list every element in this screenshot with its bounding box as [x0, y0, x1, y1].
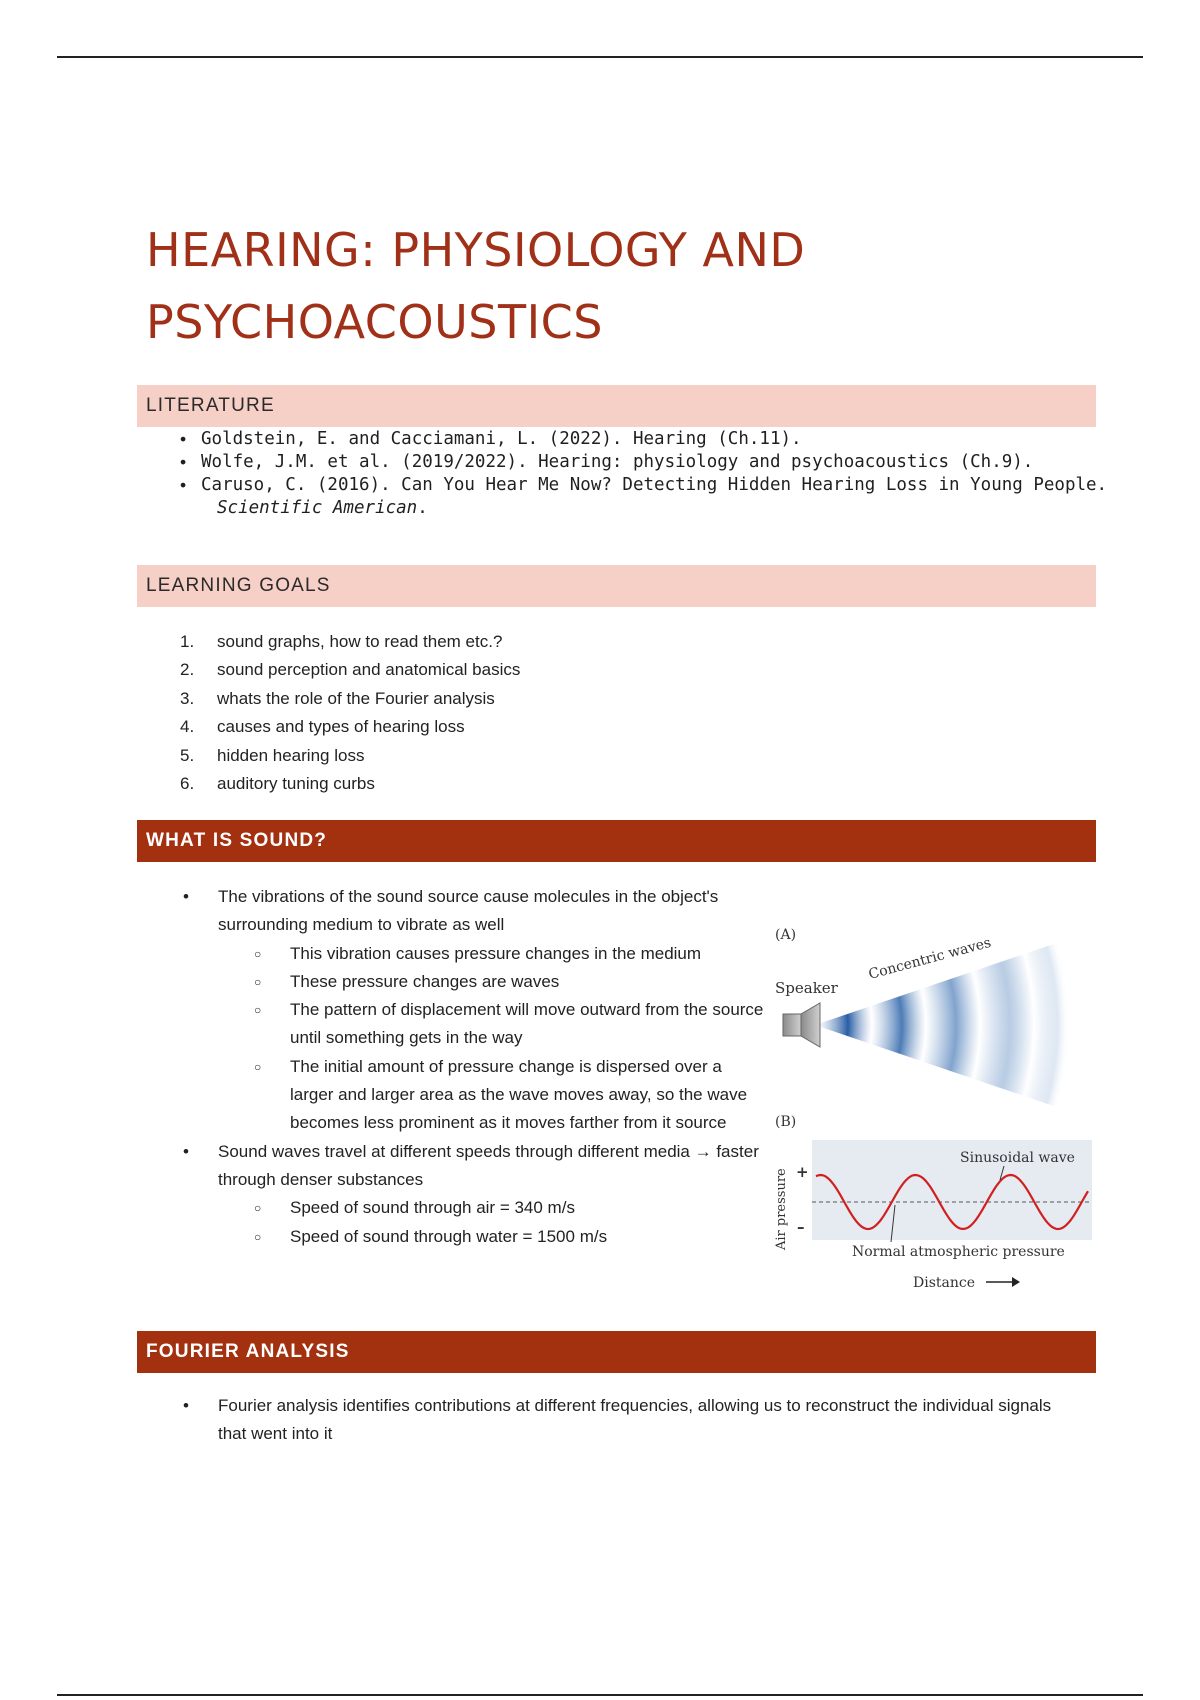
goal-item	[180, 656, 520, 684]
learning-goals-heading	[137, 565, 1096, 607]
speaker-icon	[783, 1014, 801, 1036]
goal-text: hidden hearing loss	[217, 745, 365, 765]
goal-number: 1.	[180, 632, 195, 651]
sound-sub-bullet: ○ This vibration causes pressure changes in the medium	[180, 940, 765, 968]
literature-item-text: Wolfe, J.M. et al. (2019/2022). Hearing: physiology and psychoacoustics (Ch.9).	[201, 452, 1034, 472]
literature-heading	[137, 385, 1096, 427]
goal-item	[180, 685, 520, 713]
goal-text: sound perception and anatomical basics	[217, 660, 521, 680]
speaker-cone-icon	[801, 1003, 820, 1047]
goal-text: causes and types of hearing loss	[217, 717, 465, 737]
distance-arrow-icon	[1012, 1277, 1020, 1287]
goal-item	[180, 713, 520, 741]
sound-bullet: • Sound waves travel at different speeds through different media → faster through denser substances	[180, 1138, 765, 1195]
goal-number: 5.	[180, 745, 195, 765]
sound-sub-bullet: ○ Speed of sound through water = 1500 m/s	[180, 1223, 765, 1251]
sound-wave-figure	[770, 915, 1100, 1295]
journal-name: Scientific American	[217, 498, 418, 518]
fourier-analysis-heading	[137, 1331, 1096, 1373]
goal-text: sound graphs, how to read them etc.?	[217, 632, 503, 651]
plus-sign: +	[796, 1163, 809, 1181]
bottom-rule	[57, 1694, 1143, 1696]
speaker-label: Speaker	[775, 979, 838, 997]
sinusoidal-wave-label: Sinusoidal wave	[960, 1150, 1075, 1166]
page-title-line-2: PSYCHOACOUSTICS	[146, 295, 603, 349]
literature-list	[176, 428, 1116, 520]
literature-item-text: Caruso, C. (2016). Can You Hear Me Now? Detecting Hidden Hearing Loss in Young People.	[201, 475, 1108, 495]
learning-goals-heading-label: LEARNING GOALS	[146, 575, 331, 596]
sound-sub-bullet: ○ These pressure changes are waves	[180, 968, 765, 996]
fourier-bullet: • Fourier analysis identifies contributions at different frequencies, allowing us to reconstruct the individual signals that went into it	[180, 1392, 1060, 1449]
what-is-sound-heading-label: WHAT IS SOUND?	[146, 830, 328, 851]
literature-item-text: Goldstein, E. and Cacciamani, L. (2022). Hearing (Ch.11).	[201, 429, 802, 449]
literature-item	[176, 428, 1116, 451]
goal-number: 4.	[180, 717, 195, 737]
goal-text: whats the role of the Fourier analysis	[217, 688, 495, 708]
distance-label: Distance	[913, 1275, 976, 1291]
goal-number: 6.	[180, 774, 195, 794]
learning-goals-list	[180, 628, 520, 798]
sound-notes	[180, 883, 765, 1251]
sound-bullet: • The vibrations of the sound source cause molecules in the object's surrounding medium to vibrate as well	[180, 883, 765, 940]
fourier-analysis-heading-label: FOURIER ANALYSIS	[146, 1341, 350, 1362]
sound-sub-bullet: ○ The pattern of displacement will move outward from the source until something gets in the way	[180, 996, 765, 1053]
page-title-line-1: HEARING: PHYSIOLOGY AND	[146, 223, 806, 277]
literature-journal	[201, 497, 1116, 520]
goal-number: 2.	[180, 660, 195, 680]
minus-sign: –	[797, 1218, 805, 1236]
fourier-notes	[180, 1392, 1060, 1449]
journal-suffix: .	[417, 498, 428, 518]
normal-pressure-label: Normal atmospheric pressure	[852, 1244, 1065, 1260]
goal-item	[180, 742, 520, 770]
literature-item	[176, 451, 1116, 474]
goal-item	[180, 770, 520, 798]
literature-heading-label: LITERATURE	[146, 395, 275, 416]
literature-item	[176, 474, 1116, 520]
top-rule	[57, 56, 1143, 58]
goal-text: auditory tuning curbs	[217, 774, 375, 794]
what-is-sound-heading	[137, 820, 1096, 862]
goal-number: 3.	[180, 688, 195, 708]
figure-label-b: (B)	[775, 1114, 797, 1130]
concentric-waves-label: Concentric waves	[866, 934, 993, 983]
air-pressure-label: Air pressure	[774, 1168, 789, 1250]
figure-label-a: (A)	[775, 927, 797, 943]
goal-item	[180, 628, 520, 656]
sound-sub-bullet: ○ The initial amount of pressure change is dispersed over a larger and larger area as the wave moves away, so the wave becomes less prominent as it moves farther from it source	[180, 1053, 765, 1138]
page-title	[146, 214, 1046, 358]
sound-sub-bullet: ○ Speed of sound through air = 340 m/s	[180, 1194, 765, 1222]
